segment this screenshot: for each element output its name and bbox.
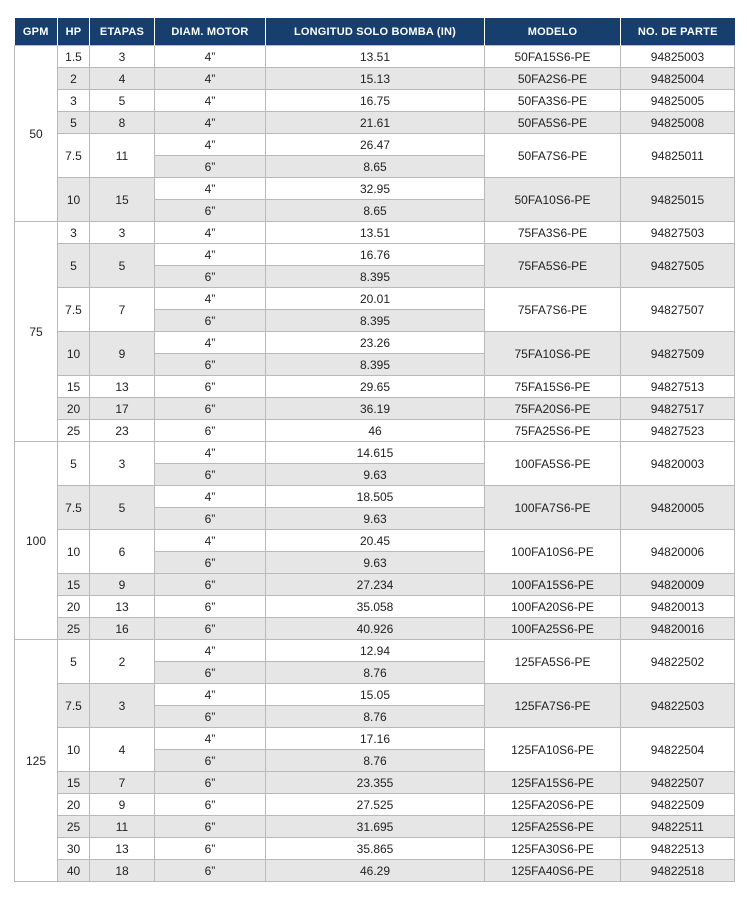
diam-motor-cell: 6” [155, 508, 266, 530]
etapas-cell: 11 [90, 134, 155, 178]
parte-cell: 94822504 [621, 728, 735, 772]
modelo-cell: 75FA3S6-PE [485, 222, 621, 244]
modelo-cell: 75FA25S6-PE [485, 420, 621, 442]
diam-motor-cell: 6” [155, 838, 266, 860]
modelo-cell: 125FA40S6-PE [485, 860, 621, 882]
modelo-cell: 125FA5S6-PE [485, 640, 621, 684]
diam-motor-cell: 4” [155, 112, 266, 134]
diam-motor-cell: 4” [155, 684, 266, 706]
modelo-cell: 125FA7S6-PE [485, 684, 621, 728]
modelo-cell: 75FA10S6-PE [485, 332, 621, 376]
longitud-cell: 29.65 [266, 376, 485, 398]
diam-motor-cell: 4” [155, 46, 266, 68]
parte-cell: 94820006 [621, 530, 735, 574]
table-row [15, 530, 735, 552]
diam-motor-cell: 6” [155, 574, 266, 596]
gpm-cell: 125 [15, 640, 58, 882]
parte-cell: 94822513 [621, 838, 735, 860]
table-row [15, 112, 735, 134]
hp-cell: 20 [58, 794, 90, 816]
longitud-cell: 21.61 [266, 112, 485, 134]
modelo-cell: 50FA5S6-PE [485, 112, 621, 134]
table-row [15, 486, 735, 508]
longitud-cell: 27.525 [266, 794, 485, 816]
modelo-cell: 50FA10S6-PE [485, 178, 621, 222]
hp-cell: 1.5 [58, 46, 90, 68]
longitud-cell: 8.65 [266, 200, 485, 222]
gpm-cell: 75 [15, 222, 58, 442]
table-row [15, 134, 735, 156]
parte-cell: 94825003 [621, 46, 735, 68]
longitud-cell: 16.76 [266, 244, 485, 266]
hp-cell: 25 [58, 816, 90, 838]
diam-motor-cell: 6” [155, 662, 266, 684]
table-row [15, 684, 735, 706]
gpm-cell: 100 [15, 442, 58, 640]
table-row [15, 442, 735, 464]
etapas-cell: 2 [90, 640, 155, 684]
diam-motor-cell: 4” [155, 728, 266, 750]
parte-cell: 94827509 [621, 332, 735, 376]
table-body [15, 46, 735, 882]
header-modelo: MODELO [485, 18, 621, 46]
diam-motor-cell: 4” [155, 332, 266, 354]
hp-cell: 7.5 [58, 134, 90, 178]
hp-cell: 5 [58, 244, 90, 288]
modelo-cell: 50FA2S6-PE [485, 68, 621, 90]
parte-cell: 94827507 [621, 288, 735, 332]
parte-cell: 94825005 [621, 90, 735, 112]
modelo-cell: 75FA20S6-PE [485, 398, 621, 420]
modelo-cell: 100FA15S6-PE [485, 574, 621, 596]
longitud-cell: 36.19 [266, 398, 485, 420]
diam-motor-cell: 4” [155, 486, 266, 508]
longitud-cell: 32.95 [266, 178, 485, 200]
parte-cell: 94820003 [621, 442, 735, 486]
hp-cell: 5 [58, 640, 90, 684]
modelo-cell: 100FA10S6-PE [485, 530, 621, 574]
modelo-cell: 100FA20S6-PE [485, 596, 621, 618]
pump-spec-table [14, 18, 735, 882]
parte-cell: 94822511 [621, 816, 735, 838]
hp-cell: 7.5 [58, 684, 90, 728]
longitud-cell: 31.695 [266, 816, 485, 838]
modelo-cell: 100FA7S6-PE [485, 486, 621, 530]
table-row [15, 816, 735, 838]
etapas-cell: 3 [90, 684, 155, 728]
hp-cell: 10 [58, 178, 90, 222]
longitud-cell: 8.395 [266, 354, 485, 376]
longitud-cell: 23.26 [266, 332, 485, 354]
diam-motor-cell: 4” [155, 68, 266, 90]
hp-cell: 25 [58, 420, 90, 442]
longitud-cell: 9.63 [266, 464, 485, 486]
longitud-cell: 35.058 [266, 596, 485, 618]
longitud-cell: 8.76 [266, 750, 485, 772]
parte-cell: 94825011 [621, 134, 735, 178]
modelo-cell: 125FA15S6-PE [485, 772, 621, 794]
hp-cell: 30 [58, 838, 90, 860]
longitud-cell: 8.76 [266, 662, 485, 684]
parte-cell: 94822518 [621, 860, 735, 882]
diam-motor-cell: 6” [155, 706, 266, 728]
parte-cell: 94822509 [621, 794, 735, 816]
gpm-cell: 50 [15, 46, 58, 222]
hp-cell: 3 [58, 222, 90, 244]
etapas-cell: 15 [90, 178, 155, 222]
table-container [14, 18, 734, 882]
parte-cell: 94825004 [621, 68, 735, 90]
diam-motor-cell: 6” [155, 354, 266, 376]
etapas-cell: 9 [90, 574, 155, 596]
modelo-cell: 100FA25S6-PE [485, 618, 621, 640]
parte-cell: 94825015 [621, 178, 735, 222]
diam-motor-cell: 6” [155, 464, 266, 486]
table-row [15, 772, 735, 794]
table-row [15, 838, 735, 860]
diam-motor-cell: 6” [155, 266, 266, 288]
hp-cell: 7.5 [58, 486, 90, 530]
longitud-cell: 13.51 [266, 46, 485, 68]
longitud-cell: 46.29 [266, 860, 485, 882]
table-row [15, 596, 735, 618]
longitud-cell: 46 [266, 420, 485, 442]
longitud-cell: 8.395 [266, 266, 485, 288]
hp-cell: 40 [58, 860, 90, 882]
table-row [15, 376, 735, 398]
hp-cell: 5 [58, 442, 90, 486]
hp-cell: 20 [58, 596, 90, 618]
diam-motor-cell: 6” [155, 200, 266, 222]
diam-motor-cell: 6” [155, 794, 266, 816]
etapas-cell: 5 [90, 244, 155, 288]
longitud-cell: 35.865 [266, 838, 485, 860]
table-row [15, 618, 735, 640]
table-row [15, 68, 735, 90]
modelo-cell: 125FA30S6-PE [485, 838, 621, 860]
parte-cell: 94820005 [621, 486, 735, 530]
modelo-cell: 50FA3S6-PE [485, 90, 621, 112]
table-row [15, 574, 735, 596]
longitud-cell: 27.234 [266, 574, 485, 596]
header-gpm: GPM [15, 18, 58, 46]
table-row [15, 222, 735, 244]
longitud-cell: 12.94 [266, 640, 485, 662]
etapas-cell: 7 [90, 288, 155, 332]
etapas-cell: 9 [90, 794, 155, 816]
header-row [15, 18, 735, 46]
hp-cell: 25 [58, 618, 90, 640]
diam-motor-cell: 6” [155, 618, 266, 640]
diam-motor-cell: 4” [155, 222, 266, 244]
etapas-cell: 3 [90, 442, 155, 486]
table-row [15, 90, 735, 112]
longitud-cell: 14.615 [266, 442, 485, 464]
etapas-cell: 23 [90, 420, 155, 442]
hp-cell: 10 [58, 332, 90, 376]
diam-motor-cell: 6” [155, 156, 266, 178]
longitud-cell: 9.63 [266, 552, 485, 574]
hp-cell: 2 [58, 68, 90, 90]
table-row [15, 332, 735, 354]
parte-cell: 94822503 [621, 684, 735, 728]
longitud-cell: 17.16 [266, 728, 485, 750]
etapas-cell: 9 [90, 332, 155, 376]
modelo-cell: 100FA5S6-PE [485, 442, 621, 486]
parte-cell: 94827517 [621, 398, 735, 420]
hp-cell: 3 [58, 90, 90, 112]
longitud-cell: 8.65 [266, 156, 485, 178]
longitud-cell: 26.47 [266, 134, 485, 156]
etapas-cell: 17 [90, 398, 155, 420]
parte-cell: 94827503 [621, 222, 735, 244]
header-hp: HP [58, 18, 90, 46]
longitud-cell: 8.395 [266, 310, 485, 332]
etapas-cell: 4 [90, 68, 155, 90]
diam-motor-cell: 6” [155, 376, 266, 398]
etapas-cell: 3 [90, 46, 155, 68]
parte-cell: 94822502 [621, 640, 735, 684]
parte-cell: 94820016 [621, 618, 735, 640]
longitud-cell: 40.926 [266, 618, 485, 640]
longitud-cell: 23.355 [266, 772, 485, 794]
diam-motor-cell: 4” [155, 288, 266, 310]
parte-cell: 94820013 [621, 596, 735, 618]
header-longitud: LONGITUD SOLO BOMBA (IN) [266, 18, 485, 46]
etapas-cell: 13 [90, 838, 155, 860]
etapas-cell: 4 [90, 728, 155, 772]
etapas-cell: 13 [90, 596, 155, 618]
diam-motor-cell: 4” [155, 134, 266, 156]
longitud-cell: 15.05 [266, 684, 485, 706]
diam-motor-cell: 6” [155, 860, 266, 882]
diam-motor-cell: 6” [155, 420, 266, 442]
table-row [15, 794, 735, 816]
diam-motor-cell: 6” [155, 310, 266, 332]
hp-cell: 15 [58, 772, 90, 794]
etapas-cell: 6 [90, 530, 155, 574]
diam-motor-cell: 4” [155, 90, 266, 112]
header-no-parte: NO. DE PARTE [621, 18, 735, 46]
parte-cell: 94820009 [621, 574, 735, 596]
hp-cell: 15 [58, 376, 90, 398]
hp-cell: 7.5 [58, 288, 90, 332]
diam-motor-cell: 6” [155, 596, 266, 618]
modelo-cell: 125FA25S6-PE [485, 816, 621, 838]
table-row [15, 860, 735, 882]
parte-cell: 94827505 [621, 244, 735, 288]
hp-cell: 10 [58, 530, 90, 574]
table-row [15, 640, 735, 662]
longitud-cell: 9.63 [266, 508, 485, 530]
diam-motor-cell: 6” [155, 772, 266, 794]
modelo-cell: 50FA7S6-PE [485, 134, 621, 178]
longitud-cell: 20.45 [266, 530, 485, 552]
etapas-cell: 18 [90, 860, 155, 882]
etapas-cell: 7 [90, 772, 155, 794]
modelo-cell: 75FA7S6-PE [485, 288, 621, 332]
diam-motor-cell: 4” [155, 244, 266, 266]
modelo-cell: 75FA15S6-PE [485, 376, 621, 398]
parte-cell: 94822507 [621, 772, 735, 794]
etapas-cell: 5 [90, 90, 155, 112]
etapas-cell: 8 [90, 112, 155, 134]
diam-motor-cell: 6” [155, 816, 266, 838]
modelo-cell: 50FA15S6-PE [485, 46, 621, 68]
etapas-cell: 13 [90, 376, 155, 398]
table-row [15, 420, 735, 442]
hp-cell: 10 [58, 728, 90, 772]
hp-cell: 5 [58, 112, 90, 134]
modelo-cell: 125FA10S6-PE [485, 728, 621, 772]
longitud-cell: 16.75 [266, 90, 485, 112]
etapas-cell: 11 [90, 816, 155, 838]
etapas-cell: 5 [90, 486, 155, 530]
diam-motor-cell: 4” [155, 178, 266, 200]
table-row [15, 288, 735, 310]
longitud-cell: 15.13 [266, 68, 485, 90]
diam-motor-cell: 4” [155, 640, 266, 662]
table-row [15, 178, 735, 200]
longitud-cell: 8.76 [266, 706, 485, 728]
parte-cell: 94827513 [621, 376, 735, 398]
diam-motor-cell: 6” [155, 552, 266, 574]
table-row [15, 728, 735, 750]
parte-cell: 94827523 [621, 420, 735, 442]
table-row [15, 244, 735, 266]
hp-cell: 15 [58, 574, 90, 596]
longitud-cell: 20.01 [266, 288, 485, 310]
diam-motor-cell: 6” [155, 750, 266, 772]
diam-motor-cell: 4” [155, 442, 266, 464]
etapas-cell: 16 [90, 618, 155, 640]
header-diam-motor: DIAM. MOTOR [155, 18, 266, 46]
longitud-cell: 18.505 [266, 486, 485, 508]
diam-motor-cell: 4” [155, 530, 266, 552]
longitud-cell: 13.51 [266, 222, 485, 244]
table-row [15, 46, 735, 68]
header-etapas: ETAPAS [90, 18, 155, 46]
diam-motor-cell: 6” [155, 398, 266, 420]
hp-cell: 20 [58, 398, 90, 420]
table-row [15, 398, 735, 420]
modelo-cell: 75FA5S6-PE [485, 244, 621, 288]
etapas-cell: 3 [90, 222, 155, 244]
parte-cell: 94825008 [621, 112, 735, 134]
modelo-cell: 125FA20S6-PE [485, 794, 621, 816]
